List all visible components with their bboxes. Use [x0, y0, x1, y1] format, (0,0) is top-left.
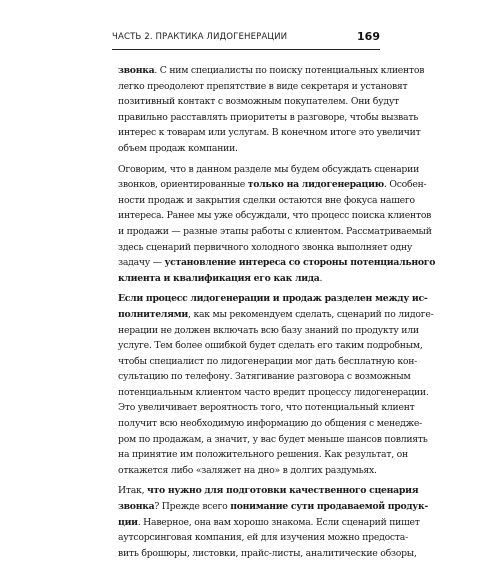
bold-text: звонка	[118, 65, 155, 76]
text-run: аутсорсинговая компания, ей для изучения можно предоста-	[118, 532, 408, 544]
text-line	[118, 63, 425, 79]
text-run: интерес к товарам или услугам. В конечном итоге это увеличит	[118, 127, 421, 139]
text-run: услуге. Тем более ошибкой будет сделать его таким подробным,	[118, 340, 423, 352]
text-line	[118, 483, 419, 499]
text-line	[118, 400, 415, 416]
bold-text: установление интереса со стороны потенциального	[164, 257, 436, 269]
text-run: и продажи — разные этапы работы с клиентом. Рассматриваемый	[118, 225, 432, 237]
bold-text: Если процесс лидогенерации и продаж разделен между ис-	[118, 293, 428, 305]
paragraph	[118, 291, 434, 478]
running-header	[112, 30, 380, 50]
text-line	[118, 307, 434, 323]
text-line	[118, 515, 420, 531]
text-run: легко преодолеют препятствие в виде секретаря и установят	[118, 80, 408, 92]
paragraph	[118, 162, 436, 287]
bold-text: звонка	[118, 501, 155, 513]
text-line	[118, 141, 376, 157]
text-line	[118, 291, 428, 307]
text-line	[118, 177, 427, 193]
text-run: . С ним специалисты по поиску потенциальных клиентов	[154, 65, 425, 76]
bold-text: полнителями	[118, 308, 189, 320]
text-line	[118, 125, 421, 141]
text-line	[118, 338, 423, 354]
section-title: ЧАСТЬ 2. ПРАКТИКА ЛИДОГЕНЕРАЦИИ	[112, 32, 288, 42]
text-line	[118, 271, 376, 287]
text-run: на принятие им положительного решения. Как результат, он	[118, 449, 408, 461]
text-line	[118, 385, 429, 401]
text-line	[118, 354, 418, 370]
text-line	[118, 369, 411, 385]
text-run: получит всю необходимую информацию до общения с менедже-	[118, 418, 423, 430]
text-line	[118, 530, 408, 546]
text-line	[118, 432, 428, 448]
text-run: интереса. Ранее мы уже обсуждали, что процесс поиска клиентов	[118, 210, 432, 222]
text-run: , как мы рекомендуем сделать, сценарий по лидоге-	[188, 308, 434, 320]
bold-text: понимание сути продаваемой продук-	[230, 501, 428, 513]
text-run: ности продаж и закрытия сделки остаются вне фокуса нашего	[118, 194, 415, 206]
text-line	[118, 447, 408, 463]
paragraph	[118, 63, 425, 157]
text-run: . Наверное, она вам хорошо знакома. Если сценарий пишет	[137, 516, 420, 528]
text-line	[118, 110, 419, 126]
bold-text: ции	[118, 516, 138, 528]
text-run: потенциальным клиентом часто вредит процессу лидогенерации.	[118, 386, 429, 398]
bold-text: только на лидогенерацию	[247, 179, 384, 191]
text-line	[118, 463, 376, 479]
text-run: Итак,	[118, 485, 148, 497]
text-line	[118, 79, 408, 95]
text-run: сультацию по телефону. Затягивание разговора с возможным	[118, 371, 411, 383]
text-run: откажется либо «заляжет на дно» в долгих раздумьях.	[118, 464, 377, 476]
text-run: объем продаж компании.	[118, 142, 238, 154]
text-line	[118, 323, 419, 339]
text-run: вить брошюры, листовки, прайс-листы, аналитические обзоры,	[118, 547, 417, 559]
paragraph	[118, 483, 428, 561]
text-line	[118, 94, 399, 110]
text-run: нерации не должен включать всю базу знаний по продукту или	[118, 324, 419, 336]
text-line	[118, 255, 436, 271]
text-run: ? Прежде всего	[154, 501, 231, 513]
text-run: правильно расставлять приоритеты в разговоре, чтобы вызвать	[118, 111, 419, 123]
text-line	[118, 208, 432, 224]
text-run: Это увеличивает вероятность того, что потенциальный клиент	[118, 402, 415, 414]
text-run: .	[319, 272, 323, 284]
text-line	[118, 224, 432, 240]
text-run: задачу —	[118, 257, 165, 269]
bold-text: клиента и квалификация его как лида	[118, 272, 320, 284]
text-run: чтобы специалист по лидогенерации мог дать бесплатную кон-	[118, 355, 418, 367]
bold-text: что нужно для подготовки качественного сценария	[147, 485, 419, 497]
text-line	[118, 499, 428, 515]
text-run: . Особен-	[383, 179, 427, 191]
text-run: Оговорим, что в данном разделе мы будем обсуждать сценарии	[118, 163, 420, 175]
text-run: звонков, ориентированные	[118, 179, 248, 191]
text-line	[118, 193, 415, 209]
text-run: позитивный контакт с возможным покупателем. Они будут	[118, 96, 399, 108]
text-line	[118, 416, 423, 432]
text-line	[118, 240, 413, 256]
page-number: 169	[357, 30, 380, 43]
page-body	[118, 63, 436, 566]
text-run: ром по продажам, а значит, у вас будет меньше шансов повлиять	[118, 433, 428, 445]
text-line	[118, 162, 420, 178]
text-run: здесь сценарий первичного холодного звонка выполняет одну	[118, 241, 413, 253]
text-line	[118, 546, 417, 562]
